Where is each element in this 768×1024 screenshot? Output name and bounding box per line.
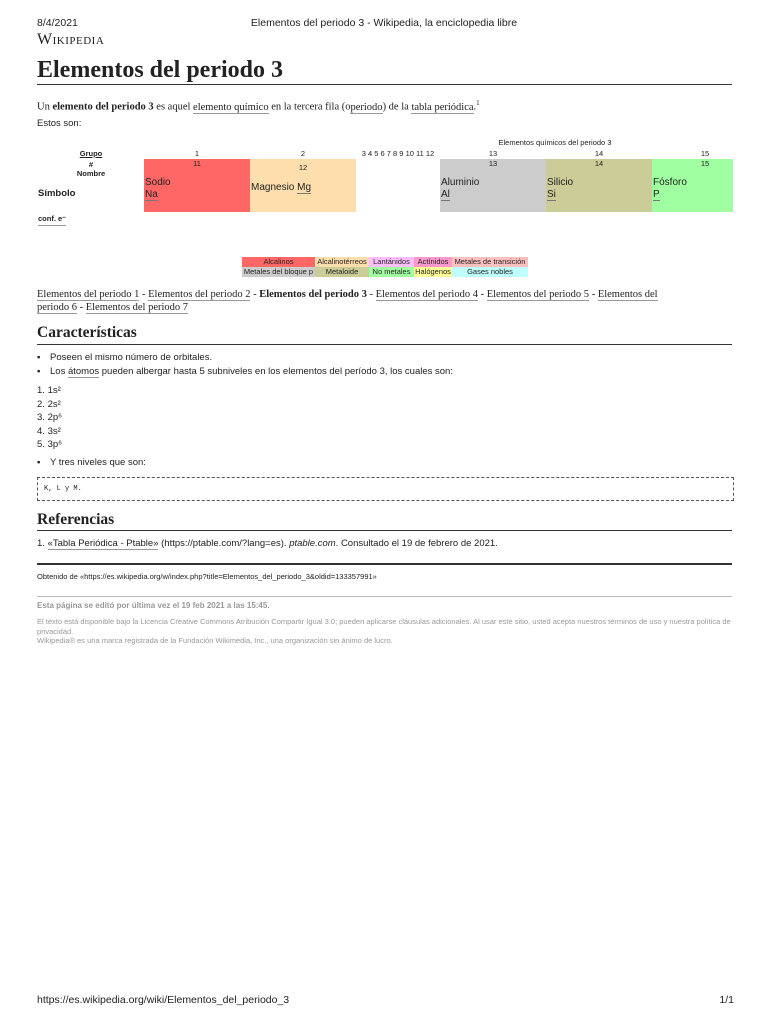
legend-item: Metaloide <box>315 267 369 277</box>
intro-de-la: ) de la <box>382 101 409 113</box>
element-symbol[interactable]: Mg <box>297 182 312 193</box>
link-tabla-periodica[interactable]: tabla periódica <box>411 101 474 113</box>
legend-item: Lantánidos <box>369 257 414 267</box>
link-periodo-4[interactable]: Elementos del periodo 4 <box>375 289 478 300</box>
link-periodo-6a[interactable]: Elementos del <box>597 289 658 300</box>
element-name: Fósforo <box>653 177 687 188</box>
group-15: 15 <box>700 149 710 158</box>
link-periodo-7[interactable]: Elementos del periodo 7 <box>85 302 189 313</box>
footer-edited: Esta página se editó por última vez el 19 feb 2021 a las 15:45. <box>37 601 270 610</box>
link-atomos[interactable]: átomos <box>67 366 100 377</box>
title-divider <box>37 84 732 85</box>
estos-son: Estos son: <box>37 118 82 129</box>
heading-caracteristicas: Características <box>37 324 137 341</box>
link-elemento-quimico[interactable]: elemento químico <box>193 101 269 113</box>
element-number: 14 <box>594 159 604 168</box>
element-cell-si[interactable] <box>546 159 652 212</box>
obtenido-de[interactable]: Obtenido de «https://es.wikipedia.org/w/index.php?title=Elementos_del_periodo_3&oldid=133357991» <box>37 572 377 581</box>
period-navigation <box>37 288 733 314</box>
orbital-item: 2. 2s² <box>37 398 61 410</box>
nav-sep: - <box>250 289 260 300</box>
heading-referencias: Referencias <box>37 511 115 528</box>
element-number: 11 <box>193 159 201 168</box>
link-periodo-2[interactable]: Elementos del periodo 2 <box>148 289 251 300</box>
group-2: 2 <box>300 149 306 158</box>
element-name: Aluminio <box>441 177 480 188</box>
legend-item: Metales de transición <box>452 257 528 267</box>
intro-paragraph: Un elemento del periodo 3 es aquel elemento químico en la tercera fila (operiodo) de la tabla periódica.$^1$ <box>37 99 480 113</box>
caracteristicas-divider <box>37 344 732 345</box>
wikipedia-logo[interactable]: Wikipedia <box>37 31 105 48</box>
legend-item: No metales <box>369 267 414 277</box>
footer-trademark: Wikipedia® es una marca registrada de la Fundación Wikimedia, Inc., una organización sin ánimo de lucro. <box>37 636 393 645</box>
footer-license: El texto está disponible bajo la Licencia Creative Commons Atribución Compartir Igual 3.0; pueden aplicarse cláusulas adicionales. Al usar este sitio, usted acepta nuestros términos de uso y nuestra política de privacidad. <box>37 617 731 636</box>
ref-link[interactable]: «Tabla Periódica - Ptable» <box>47 538 159 549</box>
nav-sep: - <box>589 289 598 300</box>
row-label-grupo: Grupo <box>79 149 103 158</box>
element-symbol[interactable]: P <box>653 189 660 200</box>
link-periodo-1[interactable]: Elementos del periodo 1 <box>37 289 140 300</box>
nav-sep: - <box>477 289 487 300</box>
element-symbol[interactable]: Si <box>547 189 556 200</box>
content-end-divider <box>37 563 732 565</box>
orbital-item: 5. 3p⁶ <box>37 439 63 450</box>
referencias-divider <box>37 530 732 531</box>
legend-item: Metales del bloque p <box>243 267 314 276</box>
link-periodo-5[interactable]: Elementos del periodo 5 <box>486 289 590 300</box>
element-cell-mg[interactable] <box>250 159 356 212</box>
page-title: Elementos del periodo 3 <box>37 57 283 83</box>
table-caption: Elementos químicos del periodo 3 <box>498 138 612 147</box>
print-page-number: 1/1 <box>719 994 734 1006</box>
orbital-item: 1. 1s² <box>37 385 61 396</box>
nav-sep: - <box>76 302 86 313</box>
orbital-item: 4. 3s² <box>37 425 61 437</box>
group-13: 13 <box>488 149 498 158</box>
group-1: 1 <box>194 149 200 158</box>
element-name: Silicio <box>547 177 574 188</box>
preformatted-box <box>37 477 734 501</box>
list-item: ▪ Los átomos pueden albergar hasta 5 subniveles en los elementos del período 3, los cuales son: <box>37 366 453 377</box>
row-label-name: Nombre <box>76 169 106 178</box>
bullet-list-2: ▪ Y tres niveles que son: <box>37 457 146 468</box>
ref-url[interactable]: (https://ptable.com/?lang=es). <box>161 538 287 549</box>
element-symbol[interactable]: Al <box>441 189 450 200</box>
row-label-symbol: Símbolo <box>38 188 76 199</box>
list-item: Y tres niveles que son: <box>50 457 146 468</box>
legend-item: Actínidos <box>414 257 452 267</box>
print-title: Elementos del periodo 3 - Wikipedia, la enciclopedia libre <box>250 17 518 29</box>
element-number: 15 <box>700 159 710 168</box>
nav-sep: - <box>366 289 376 300</box>
legend-item: Alcalinotérreos <box>315 257 369 267</box>
nav-sep: - <box>139 289 149 300</box>
current-periodo-3: Elementos del periodo 3 <box>259 289 367 300</box>
intro-es-aquel: es aquel <box>156 101 191 113</box>
element-name: Sodio <box>145 177 171 188</box>
row-label-number: # <box>88 160 94 169</box>
group-14: 14 <box>594 149 604 158</box>
orbital-list <box>37 384 62 452</box>
orbital-item: 3. 2p⁶ <box>37 412 63 423</box>
link-periodo[interactable]: periodo <box>350 101 383 113</box>
element-cell-na[interactable] <box>144 159 250 212</box>
intro-term: elemento del periodo 3 <box>52 101 154 113</box>
ref-site: ptable.com <box>289 538 336 549</box>
element-symbol[interactable]: Na <box>145 189 158 200</box>
print-url: https://es.wikipedia.org/wiki/Elementos_del_periodo_3 <box>37 994 290 1006</box>
pre-text: K, L y M. <box>44 485 82 493</box>
row-label-conf: conf. e⁻ <box>38 213 66 226</box>
legend-item: Gases nobles <box>452 267 528 277</box>
ref-date: . Consultado el 19 de febrero de 2021. <box>335 538 498 549</box>
intro-un: Un <box>37 101 50 113</box>
bullet-list-1 <box>37 351 453 379</box>
intro-tercera: en la tercera fila (o <box>271 101 351 113</box>
ref-superscript[interactable]: 1 <box>476 99 480 107</box>
element-name: Magnesio Mg <box>251 182 312 193</box>
element-cell-al[interactable] <box>440 159 546 212</box>
group-3-12: 3 4 5 6 7 8 9 10 11 12 <box>361 149 435 158</box>
list-item: ▪ Poseen el mismo número de orbitales. <box>37 352 213 363</box>
legend-item: Halógenos <box>415 267 451 276</box>
element-cell-p[interactable] <box>652 159 733 212</box>
print-date: 8/4/2021 <box>37 17 78 29</box>
legend-item: Alcalinos <box>242 257 315 267</box>
reference-item: 1. «Tabla Periódica - Ptable» (https://ptable.com/?lang=es). ptable.com. Consultado el 19 de febrero de 2021. <box>37 538 498 549</box>
footer-divider <box>37 596 732 597</box>
link-periodo-6b[interactable]: periodo 6 <box>37 302 77 313</box>
element-number: 12 <box>298 163 308 172</box>
element-number: 13 <box>488 159 498 168</box>
